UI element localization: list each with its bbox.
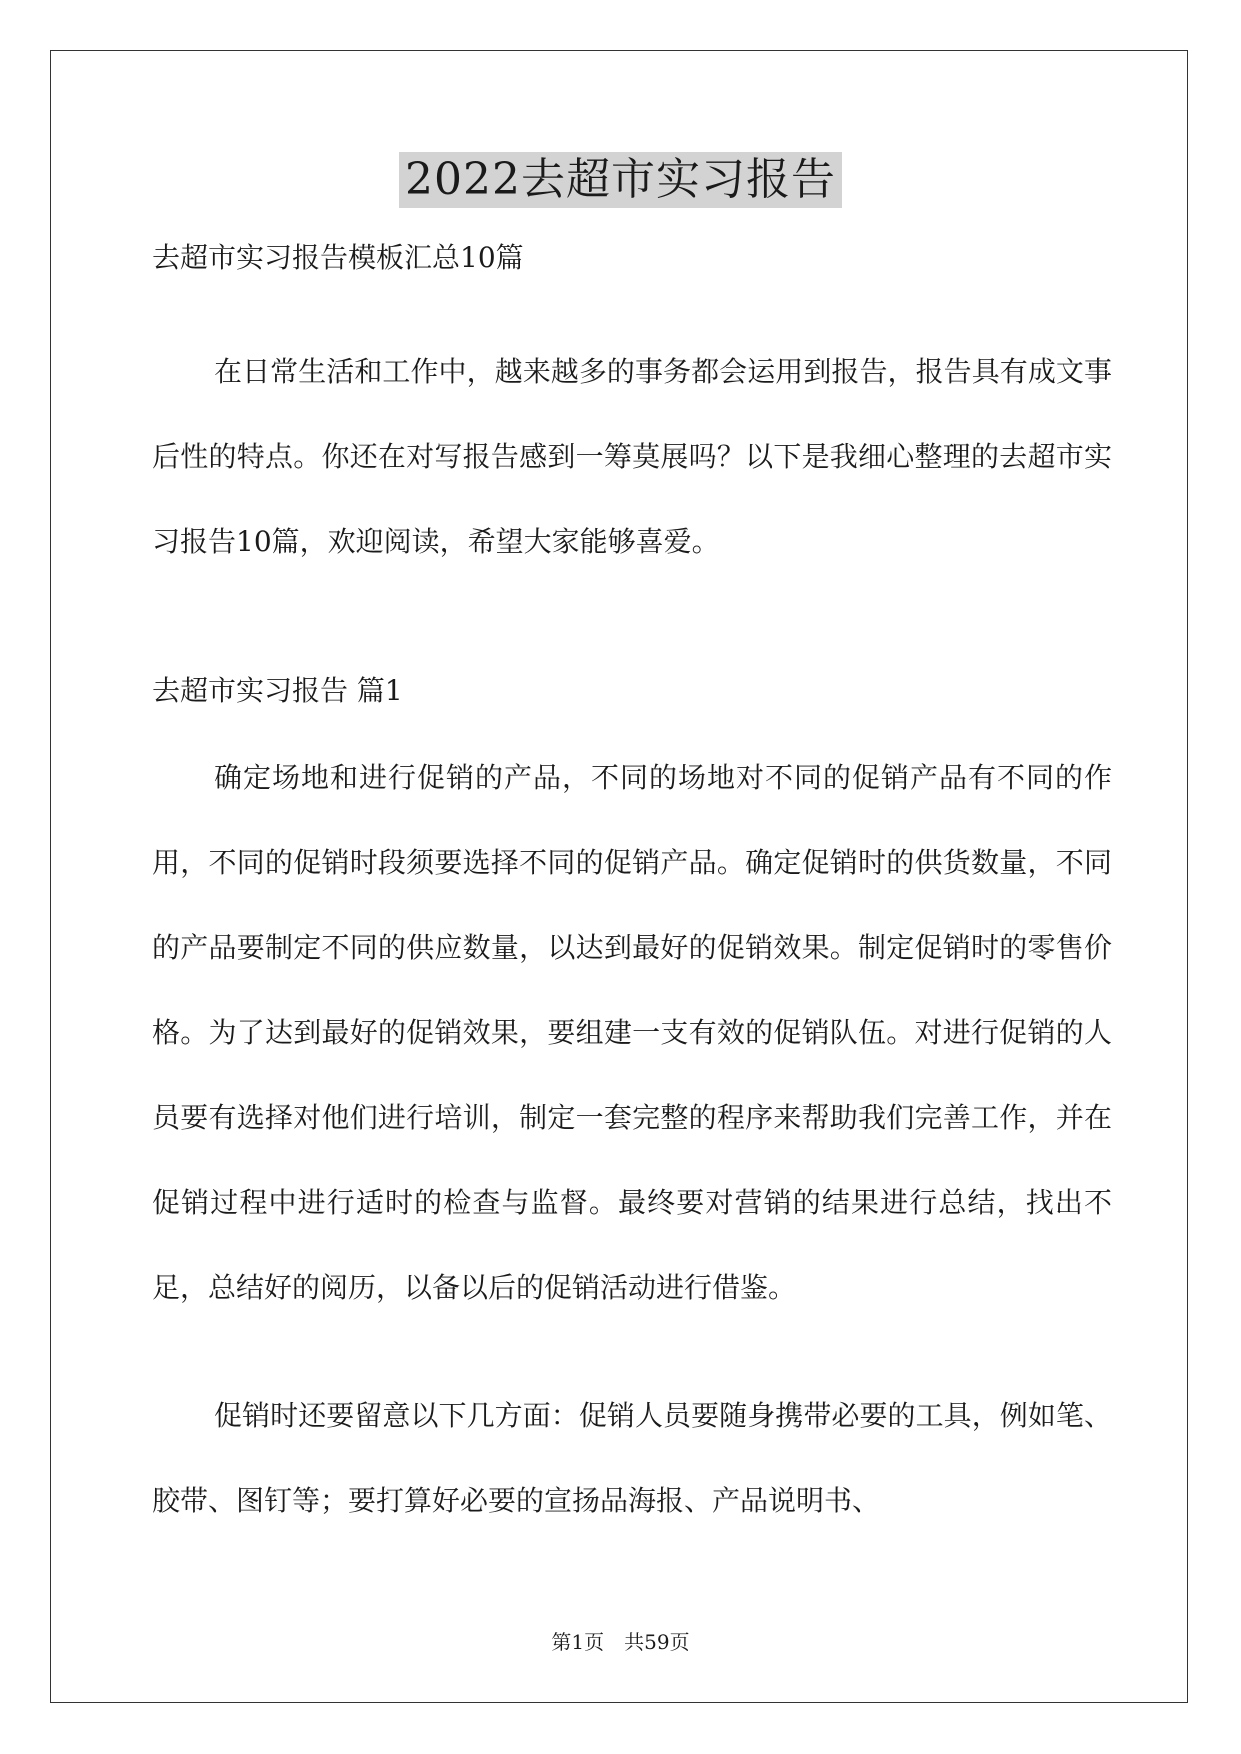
- section-paragraph-2: 促销时还要留意以下几方面：促销人员要随身携带必要的工具，例如笔、胶带、图钉等；要打算好必要的宣扬品海报、产品说明书、: [152, 1399, 1112, 1517]
- section-heading: 去超市实习报告 篇1: [152, 674, 403, 707]
- page-footer: 第1页 共59页: [551, 1630, 690, 1654]
- intro-paragraph: 在日常生活和工作中，越来越多的事务都会运用到报告，报告具有成文事后性的特点。你还在对写报告感到一筹莫展吗？以下是我细心整理的去超市实习报告10篇，欢迎阅读，希望大家能够喜爱。: [152, 355, 1112, 558]
- section-paragraph-1: 确定场地和进行促销的产品，不同的场地对不同的促销产品有不同的作用，不同的促销时段须要选择不同的促销产品。确定促销时的供货数量，不同的产品要制定不同的供应数量，以达到最好的促销效果。制定促销时的零售价格。为了达到最好的促销效果，要组建一支有效的促销队伍。对进行促销的人员要有选择对他们进行培训，制定一套完整的程序来帮助我们完善工作，并在促销过程中进行适时的检查与监督。最终要对营销的结果进行总结，找出不足，总结好的阅历，以备以后的促销活动进行借鉴。: [152, 761, 1112, 1304]
- document-title: 2022去超市实习报告: [399, 152, 842, 208]
- document-subtitle: 去超市实习报告模板汇总10篇: [152, 241, 524, 274]
- title-container: [0, 152, 1241, 208]
